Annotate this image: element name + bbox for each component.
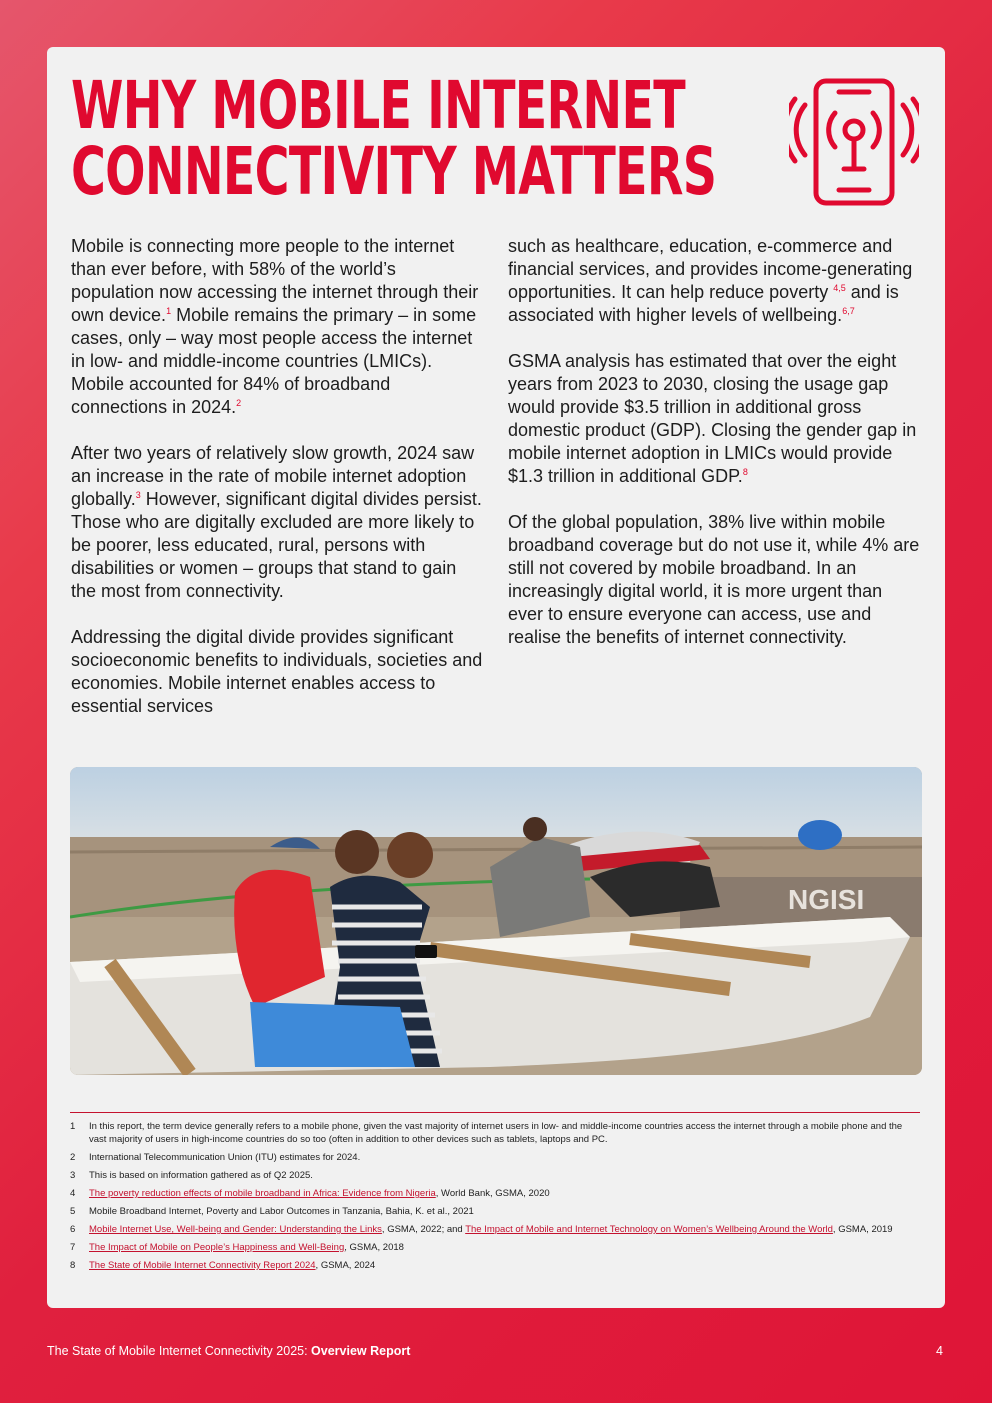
mobile-signal-icon [789,77,919,207]
photo-women-on-boat [70,767,922,1075]
title-line-1: WHY MOBILE INTERNET [71,67,685,144]
page-title [71,67,717,210]
content-card [47,47,945,1308]
body-column-right [508,235,920,672]
footnote-1: 1 In this report, the term device generally refers to a mobile phone, given the vast majority of internet users in low- and middle-income countries access the internet through a mobile phone and the vast majority of users in high-income countries do so too (often in addition to other devices such as tablets, laptops and PC. [70,1121,903,1145]
footnote-link[interactable]: Mobile Internet Use, Well-being and Gender: Understanding the Links [89,1224,382,1235]
footnote-ref[interactable]: 2 [236,398,242,408]
footnote-2: 2 International Telecommunication Union (ITU) estimates for 2024. [70,1152,361,1163]
footnote-ref[interactable]: 8 [742,467,748,477]
footnote-8: 8 The State of Mobile Internet Connectivity Report 2024, GSMA, 2024 [70,1260,376,1271]
footnote-7: 7 The Impact of Mobile on People’s Happiness and Well-Being, GSMA, 2018 [70,1242,404,1253]
footnote-4: 4 The poverty reduction effects of mobile broadband in Africa: Evidence from Nigeria, World Bank, GSMA, 2020 [70,1188,550,1199]
page-number: 4 [936,1344,943,1358]
footnote-3: 3 This is based on information gathered as of Q2 2025. [70,1170,313,1181]
paragraph-4: such as healthcare, education, e-commerce and financial services, and provides income-generating opportunities. It can help reduce poverty $^{4,5}$ and is associated with higher levels of wellbeing.$^{6,7}$ [508,236,913,325]
footnotes [70,1120,920,1277]
boat-lettering: NGISI [788,884,865,915]
footnote-link[interactable]: The Impact of Mobile and Internet Technology on Women’s Wellbeing Around the World [465,1224,833,1235]
footnote-5: 5 Mobile Broadband Internet, Poverty and Labor Outcomes in Tanzania, Bahia, K. et al., 2021 [70,1206,474,1217]
footnote-ref[interactable]: 6,7 [842,306,855,316]
footnote-ref[interactable]: 1 [166,306,172,316]
footnote-divider [70,1112,920,1113]
footnote-link[interactable]: The Impact of Mobile on People’s Happiness and Well-Being [89,1242,345,1253]
report-title-footer: The State of Mobile Internet Connectivity 2025: Overview Report [47,1344,411,1358]
paragraph-6: Of the global population, 38% live within mobile broadband coverage but do not use it, while 4% are still not covered by mobile broadband. In an increasingly digital world, it is more urgent than ever to ensure everyone can access, use and realise the benefits of internet connectivity. [508,512,920,647]
footnote-link[interactable]: The State of Mobile Internet Connectivity Report 2024 [89,1260,316,1271]
paragraph-5: GSMA analysis has estimated that over the eight years from 2023 to 2030, closing the usage gap would provide $3.5 trillion in additional gross domestic product (GDP). Closing the gender gap in mobile internet adoption in LMICs would provide $1.3 trillion in additional GDP.$^8$ [508,351,917,486]
footnote-6: 6 Mobile Internet Use, Well-being and Gender: Understanding the Links, GSMA, 2022; and The Impact of Mobile and Internet Technology on Women’s Wellbeing Around the World, GSMA, 2019 [70,1224,893,1235]
footnote-ref[interactable]: 3 [135,490,141,500]
title-line-2: CONNECTIVITY MATTERS [71,133,717,210]
footnote-ref[interactable]: 4,5 [833,283,846,293]
paragraph-3: Addressing the digital divide provides significant socioeconomic benefits to individuals, societies and economies. Mobile internet enables access to essential services [71,627,483,716]
footnote-link[interactable]: The poverty reduction effects of mobile broadband in Africa: Evidence from Nigeria [89,1188,436,1199]
paragraph-1: Mobile is connecting more people to the internet than ever before, with 58% of the world’s population now accessing the internet through their own device.$^1$ Mobile remains the primary – in some cases, only – way most people access the internet in low- and middle-income countries (LMICs). Mobile accounted for 84% of broadband connections in 2024.$^2$ [71,236,479,417]
paragraph-2: After two years of relatively slow growth, 2024 saw an increase in the rate of mobile internet adoption globally.$^3$ However, significant digital divides persist. Those who are digitally excluded are more likely to be poorer, less educated, rural, persons with disabilities or women – groups that stand to gain the most from connectivity. [71,443,482,601]
body-column-left [71,235,483,741]
